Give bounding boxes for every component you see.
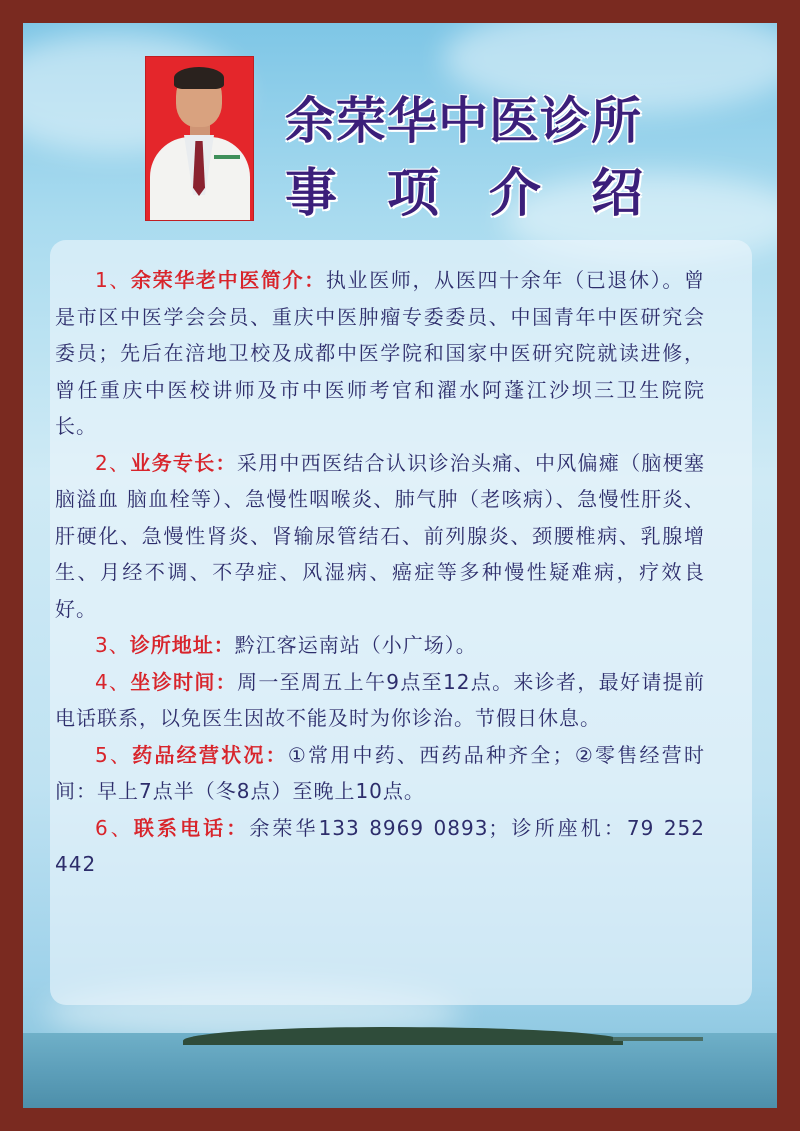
- item-label: 业务专长：: [130, 450, 237, 475]
- item-number: 5、: [95, 742, 133, 767]
- item-text: ①常用中药、西药品种齐全；②零售经营时间：早上7点半（冬8点）至晚上10点。: [55, 742, 706, 803]
- info-item-specialty: [55, 445, 705, 628]
- item-text: 周一至周五上午9点至12点。来诊者，最好请提前电话联系，以免医生因故不能及时为你诊治。节假日休息。: [55, 669, 705, 730]
- island-tail: [613, 1037, 703, 1041]
- page-title: 余荣华中医诊所: [285, 92, 642, 150]
- item-label: 余荣华老中医简介：: [131, 268, 326, 292]
- info-item-address: [55, 627, 705, 664]
- item-number: 2、: [95, 450, 131, 475]
- info-list: [55, 262, 705, 883]
- item-text: 执业医师，从医四十余年（已退休）。曾是市区中医学会会员、重庆中医肿瘤专委委员、中国青年中医研究会委员；先后在涪地卫校及成都中医学院和国家中医研究院就读进修，曾任重庆中医校讲师及市中医师考官和濯水阿蓬江沙坝三卫生院院长。: [55, 268, 705, 438]
- page-subtitle: 事项介绍: [285, 164, 694, 224]
- info-item-hours: [55, 664, 705, 737]
- item-number: 4、: [95, 669, 131, 694]
- doctor-portrait: [145, 56, 254, 221]
- item-label: 药品经营状况：: [132, 742, 288, 767]
- item-number: 3、: [95, 633, 130, 657]
- item-label: 坐诊时间：: [130, 669, 237, 694]
- item-number: 6、: [95, 815, 134, 840]
- item-text: 黔江客运南站（小广场）。: [234, 633, 477, 657]
- item-text: 余荣华133 8969 0893；诊所座机：79 252 442: [55, 815, 706, 876]
- info-item-pharmacy: [55, 737, 705, 810]
- info-item-intro: [55, 262, 705, 445]
- info-item-phone: [55, 810, 705, 883]
- item-number: 1、: [95, 268, 132, 292]
- item-label: 联系电话：: [133, 815, 250, 840]
- item-label: 诊所地址：: [129, 633, 235, 657]
- island-scenery: [183, 1027, 623, 1045]
- item-text: 采用中西医结合认识诊治头痛、中风偏瘫（脑梗塞 脑溢血 脑血栓等）、急慢性咽喉炎、肺气肿（老咳病）、急慢性肝炎、肝硬化、急慢性肾炎、肾输尿管结石、前列腺炎、颈腰椎病、乳腺增生、月经不调、不孕症、风湿病、癌症等多种慢性疑难病，疗效良好。: [55, 450, 706, 621]
